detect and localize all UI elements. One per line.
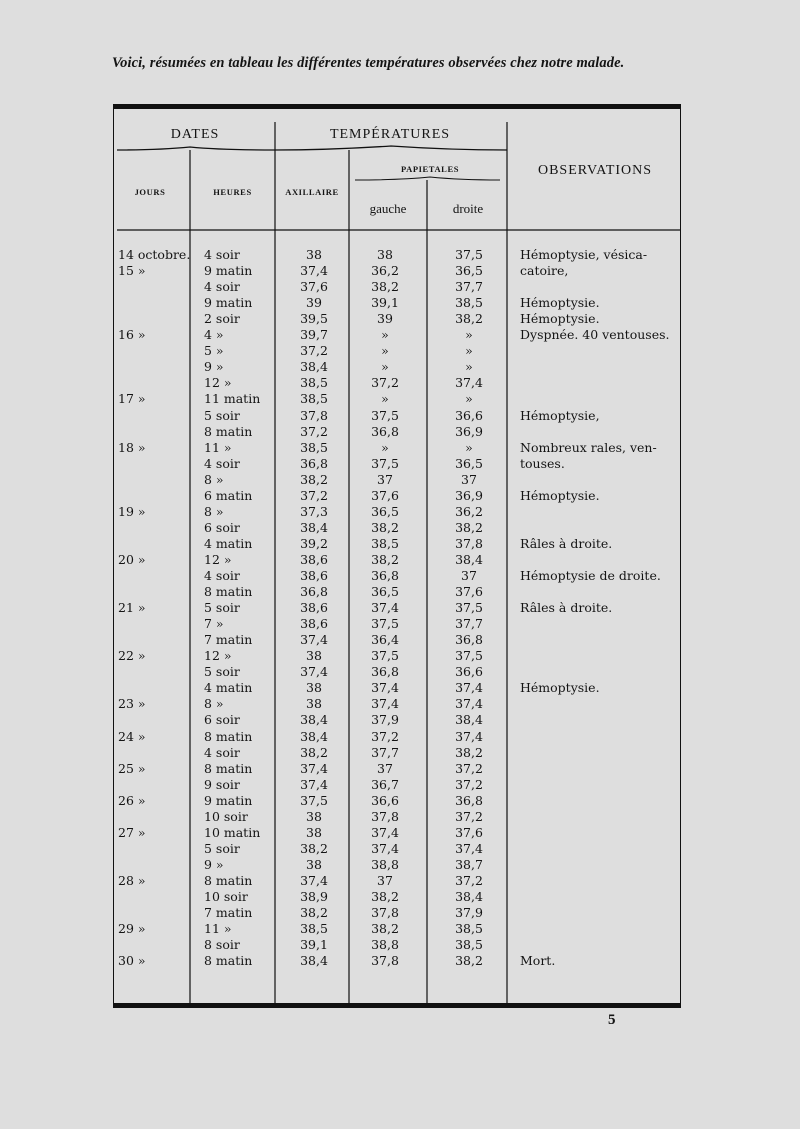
gauche-cell: »	[381, 439, 389, 455]
axillary-cell: 38,5	[300, 391, 328, 407]
hour-cell: 5 soir	[204, 407, 240, 423]
droite-cell: 37	[461, 568, 477, 583]
gauche-cell: 38,2	[371, 519, 399, 535]
axillary-cell: 37,5	[300, 792, 328, 808]
hour-cell: 5 soir	[204, 600, 240, 616]
table-row	[0, 471, 800, 488]
gauche-cell: 36,8	[371, 664, 399, 680]
table-row	[0, 776, 800, 793]
hour-cell: 5 soir	[204, 664, 240, 680]
table-row	[0, 711, 800, 728]
day-cell: 26 »	[118, 792, 146, 808]
droite-cell: 37,2	[455, 760, 483, 776]
gauche-cell: 36,8	[371, 568, 399, 583]
axillary-cell: 38,2	[300, 905, 328, 921]
table-row	[0, 760, 800, 777]
droite-cell: 37,8	[455, 535, 483, 551]
axillary-cell: 38,4	[300, 953, 328, 969]
droite-cell: 37,6	[455, 824, 483, 840]
hour-cell: 8 matin	[204, 953, 253, 969]
table-row	[0, 663, 800, 680]
gauche-cell: 37,5	[371, 407, 399, 423]
axillary-cell: 38,6	[300, 600, 328, 616]
gauche-cell: 36,5	[371, 584, 399, 600]
axillary-cell: 38,4	[300, 712, 328, 728]
hour-cell: 8 »	[204, 471, 224, 487]
droite-cell: »	[465, 391, 473, 407]
day-cell: 19 »	[118, 503, 146, 519]
table-row	[0, 390, 800, 407]
observation-cell: Râles à droite.	[520, 535, 613, 551]
axillary-cell: 38,2	[300, 744, 328, 760]
hour-cell: 7 matin	[204, 905, 253, 921]
droite-cell: 36,9	[455, 487, 483, 503]
droite-cell: 38,5	[455, 295, 483, 311]
table-row	[0, 407, 800, 424]
table-row	[0, 342, 800, 359]
table-row	[0, 920, 800, 937]
table-row	[0, 310, 800, 327]
axillary-cell: 38	[306, 824, 322, 840]
hour-cell: 8 matin	[204, 728, 253, 744]
table-row	[0, 551, 800, 568]
hour-cell: 12 »	[204, 648, 232, 664]
gauche-cell: 37,4	[371, 840, 399, 856]
droite-cell: 36,5	[455, 263, 483, 279]
axillary-cell: 37,2	[300, 423, 328, 439]
droite-cell: 37,6	[455, 584, 483, 600]
table-row	[0, 294, 800, 311]
table-row	[0, 519, 800, 536]
droite-cell: 36,6	[455, 407, 483, 423]
gauche-cell: 37,4	[371, 680, 399, 696]
droite-cell: 37,2	[455, 776, 483, 792]
observation-cell: Hémoptysie.	[520, 487, 600, 503]
axillary-cell: 38,5	[300, 439, 328, 455]
gauche-cell: 38,8	[371, 856, 399, 872]
droite-cell: »	[465, 327, 473, 343]
hour-cell: 4 soir	[204, 247, 240, 262]
gauche-cell: 37	[377, 872, 393, 888]
droite-cell: 36,2	[455, 503, 483, 519]
table-row	[0, 374, 800, 391]
droite-cell: 37,7	[455, 616, 483, 632]
table-row	[0, 792, 800, 809]
observation-cell: touses.	[520, 455, 565, 471]
gauche-cell: 37,6	[371, 487, 399, 503]
gauche-cell: 38,8	[371, 937, 399, 953]
observation-cell: Hémoptysie de droite.	[520, 568, 661, 583]
table-row	[0, 278, 800, 295]
header-papietales: PAPIETALES	[400, 164, 460, 174]
gauche-cell: 37,8	[371, 905, 399, 921]
droite-cell: 38,2	[455, 519, 483, 535]
header-heures: HEURES	[213, 187, 252, 197]
hour-cell: 8 matin	[204, 760, 253, 776]
droite-cell: 38,4	[455, 712, 483, 728]
axillary-cell: 37,4	[300, 760, 328, 776]
droite-cell: 36,6	[455, 664, 483, 680]
header-observations: OBSERVATIONS	[537, 163, 653, 178]
droite-cell: 36,5	[455, 455, 483, 471]
gauche-cell: 39,1	[371, 295, 399, 311]
droite-cell: 36,8	[455, 632, 483, 648]
hour-cell: 8 »	[204, 696, 224, 712]
table-row	[0, 840, 800, 857]
hour-cell: 9 »	[204, 856, 224, 872]
hour-cell: 9 matin	[204, 295, 253, 311]
gauche-cell: 36,7	[371, 776, 399, 792]
hour-cell: 4 soir	[204, 744, 240, 760]
droite-cell: »	[465, 439, 473, 455]
axillary-cell: 37,8	[300, 407, 328, 423]
gauche-cell: 37,8	[371, 953, 399, 969]
header-gauche: gauche	[369, 201, 407, 216]
table-row	[0, 695, 800, 712]
day-cell: 15 »	[118, 263, 146, 279]
observation-cell: Râles à droite.	[520, 600, 613, 616]
droite-cell: 36,8	[455, 792, 483, 808]
table-row	[0, 728, 800, 745]
day-cell: 24 »	[118, 728, 146, 744]
hour-cell: 4 matin	[204, 680, 253, 696]
axillary-cell: 39,5	[300, 311, 328, 327]
hour-cell: 4 soir	[204, 455, 240, 471]
table-row	[0, 423, 800, 440]
observation-cell: Hémoptysie,	[520, 407, 600, 423]
observation-cell: Hémoptysie.	[520, 680, 600, 696]
hour-cell: 9 matin	[204, 263, 253, 279]
droite-cell: 37	[461, 471, 477, 487]
table-row	[0, 631, 800, 648]
droite-cell: 37,4	[455, 728, 483, 744]
gauche-cell: 37,4	[371, 600, 399, 616]
table-row	[0, 439, 800, 456]
day-cell: 21 »	[118, 600, 146, 616]
table-row	[0, 583, 800, 600]
table-row	[0, 455, 800, 472]
droite-cell: 37,2	[455, 808, 483, 824]
droite-cell: 37,5	[455, 648, 483, 664]
hour-cell: 8 matin	[204, 584, 253, 600]
axillary-cell: 38	[306, 808, 322, 824]
table-row	[0, 535, 800, 552]
observation-cell: Hémoptysie.	[520, 295, 600, 311]
gauche-cell: »	[381, 391, 389, 407]
table-row	[0, 679, 800, 696]
gauche-cell: 37	[377, 471, 393, 487]
day-cell: 16 »	[118, 327, 146, 343]
hour-cell: 8 matin	[204, 872, 253, 888]
droite-cell: 38,4	[455, 551, 483, 567]
hour-cell: 5 »	[204, 343, 224, 359]
gauche-cell: 39	[377, 311, 393, 327]
gauche-cell: 37,5	[371, 616, 399, 632]
droite-cell: 38,4	[455, 889, 483, 904]
day-cell: 27 »	[118, 824, 146, 840]
droite-cell: 38,5	[455, 937, 483, 953]
axillary-cell: 36,8	[300, 584, 328, 600]
day-cell: 28 »	[118, 872, 146, 888]
hour-cell: 11 »	[204, 439, 232, 455]
table-row	[0, 856, 800, 873]
hour-cell: 11 matin	[204, 391, 261, 407]
hour-cell: 2 soir	[204, 311, 240, 327]
droite-cell: 38,5	[455, 921, 483, 937]
observation-cell: Mort.	[520, 953, 556, 969]
axillary-cell: 39,7	[300, 327, 328, 343]
hour-cell: 4 soir	[204, 279, 240, 295]
gauche-cell: 37,2	[371, 728, 399, 744]
droite-cell: 37,5	[455, 600, 483, 616]
day-cell: 14 octobre.	[118, 247, 191, 262]
axillary-cell: 39	[306, 295, 322, 311]
droite-cell: 37,4	[455, 375, 483, 391]
axillary-cell: 38	[306, 247, 322, 262]
axillary-cell: 38,4	[300, 359, 328, 375]
gauche-cell: 36,4	[371, 632, 399, 648]
hour-cell: 10 soir	[204, 889, 248, 904]
droite-cell: »	[465, 359, 473, 375]
table-row	[0, 824, 800, 841]
gauche-cell: 36,5	[371, 503, 399, 519]
hour-cell: 4 matin	[204, 535, 253, 551]
table-row	[0, 262, 800, 279]
table-row	[0, 936, 800, 953]
droite-cell: 37,4	[455, 840, 483, 856]
axillary-cell: 38,2	[300, 840, 328, 856]
table-row	[0, 615, 800, 632]
observation-cell: Hémoptysie.	[520, 311, 600, 327]
axillary-cell: 38	[306, 648, 322, 664]
hour-cell: 10 matin	[204, 824, 261, 840]
table-row	[0, 647, 800, 664]
gauche-cell: 37,4	[371, 696, 399, 712]
gauche-cell: »	[381, 359, 389, 375]
day-cell: 22 »	[118, 648, 146, 664]
droite-cell: »	[465, 343, 473, 359]
table-row	[0, 744, 800, 761]
table-row	[0, 888, 800, 905]
axillary-cell: 37,2	[300, 487, 328, 503]
observation-cell: Nombreux rales, ven-	[520, 439, 657, 455]
header-droite: droite	[452, 201, 484, 216]
observation-cell: catoire,	[520, 263, 569, 279]
day-cell: 18 »	[118, 439, 146, 455]
hour-cell: 11 »	[204, 921, 232, 937]
gauche-cell: 37,7	[371, 744, 399, 760]
axillary-cell: 38,6	[300, 551, 328, 567]
hour-cell: 6 soir	[204, 519, 240, 535]
droite-cell: 37,5	[455, 247, 483, 262]
axillary-cell: 37,2	[300, 343, 328, 359]
axillary-cell: 37,6	[300, 279, 328, 295]
hour-cell: 12 »	[204, 375, 232, 391]
table-row	[0, 358, 800, 375]
table-caption: Voici, résumées en tableau les différentes températures observées chez notre malade.	[112, 55, 625, 71]
droite-cell: 37,7	[455, 279, 483, 295]
hour-cell: 7 »	[204, 616, 224, 632]
axillary-cell: 37,4	[300, 664, 328, 680]
observation-cell: Hémoptysie, vésica-	[520, 247, 648, 262]
axillary-cell: 38,5	[300, 375, 328, 391]
day-cell: 20 »	[118, 551, 146, 567]
table-row	[0, 246, 800, 263]
axillary-cell: 37,4	[300, 263, 328, 279]
axillary-cell: 38,6	[300, 568, 328, 583]
hour-cell: 4 »	[204, 327, 224, 343]
page-number: 5	[608, 1012, 616, 1028]
hour-cell: 8 soir	[204, 937, 240, 953]
axillary-cell: 36,8	[300, 455, 328, 471]
table-row	[0, 599, 800, 616]
hour-cell: 10 soir	[204, 808, 248, 824]
droite-cell: 38,7	[455, 856, 483, 872]
gauche-cell: 38,2	[371, 279, 399, 295]
gauche-cell: 38	[377, 247, 393, 262]
gauche-cell: »	[381, 327, 389, 343]
hour-cell: 7 matin	[204, 632, 253, 648]
gauche-cell: 36,6	[371, 792, 399, 808]
droite-cell: 37,2	[455, 872, 483, 888]
gauche-cell: 37,8	[371, 808, 399, 824]
axillary-cell: 38,6	[300, 616, 328, 632]
axillary-cell: 38,4	[300, 519, 328, 535]
axillary-cell: 39,1	[300, 937, 328, 953]
gauche-cell: 36,8	[371, 423, 399, 439]
hour-cell: 12 »	[204, 551, 232, 567]
hour-cell: 8 matin	[204, 423, 253, 439]
day-cell: 30 »	[118, 953, 146, 969]
gauche-cell: 37,2	[371, 375, 399, 391]
hour-cell: 8 »	[204, 503, 224, 519]
gauche-cell: 37,9	[371, 712, 399, 728]
header-axillaire: AXILLAIRE	[285, 187, 339, 197]
table-row	[0, 904, 800, 921]
day-cell: 29 »	[118, 921, 146, 937]
axillary-cell: 39,2	[300, 535, 328, 551]
axillary-cell: 37,4	[300, 872, 328, 888]
axillary-cell: 38,5	[300, 921, 328, 937]
gauche-cell: 38,2	[371, 889, 399, 904]
table-row	[0, 952, 800, 969]
hour-cell: 4 soir	[204, 568, 240, 583]
axillary-cell: 38,4	[300, 728, 328, 744]
hour-cell: 9 matin	[204, 792, 253, 808]
droite-cell: 38,2	[455, 744, 483, 760]
droite-cell: 38,2	[455, 311, 483, 327]
table-row	[0, 567, 800, 584]
table-row	[0, 808, 800, 825]
axillary-cell: 37,3	[300, 503, 328, 519]
header-temperatures: TEMPÉRATURES	[329, 127, 451, 142]
axillary-cell: 37,4	[300, 776, 328, 792]
table-row	[0, 872, 800, 889]
axillary-cell: 38,2	[300, 471, 328, 487]
axillary-cell: 38	[306, 680, 322, 696]
droite-cell: 37,4	[455, 680, 483, 696]
table-row	[0, 503, 800, 520]
droite-cell: 38,2	[455, 953, 483, 969]
day-cell: 17 »	[118, 391, 146, 407]
gauche-cell: 38,2	[371, 551, 399, 567]
axillary-cell: 37,4	[300, 632, 328, 648]
hour-cell: 6 matin	[204, 487, 253, 503]
table-row	[0, 487, 800, 504]
hour-cell: 9 »	[204, 359, 224, 375]
day-cell: 25 »	[118, 760, 146, 776]
observation-cell: Dyspnée. 40 ventouses.	[520, 327, 670, 343]
droite-cell: 36,9	[455, 423, 483, 439]
header-jours: JOURS	[134, 187, 166, 197]
gauche-cell: 37	[377, 760, 393, 776]
droite-cell: 37,4	[455, 696, 483, 712]
gauche-cell: 37,5	[371, 648, 399, 664]
axillary-cell: 38	[306, 856, 322, 872]
hour-cell: 6 soir	[204, 712, 240, 728]
axillary-cell: 38	[306, 696, 322, 712]
droite-cell: 37,9	[455, 905, 483, 921]
gauche-cell: 36,2	[371, 263, 399, 279]
hour-cell: 9 soir	[204, 776, 240, 792]
hour-cell: 5 soir	[204, 840, 240, 856]
gauche-cell: 37,5	[371, 455, 399, 471]
gauche-cell: 38,2	[371, 921, 399, 937]
header-dates: DATES	[170, 127, 220, 142]
gauche-cell: »	[381, 343, 389, 359]
gauche-cell: 38,5	[371, 535, 399, 551]
axillary-cell: 38,9	[300, 889, 328, 904]
gauche-cell: 37,4	[371, 824, 399, 840]
day-cell: 23 »	[118, 696, 146, 712]
table-row	[0, 326, 800, 343]
